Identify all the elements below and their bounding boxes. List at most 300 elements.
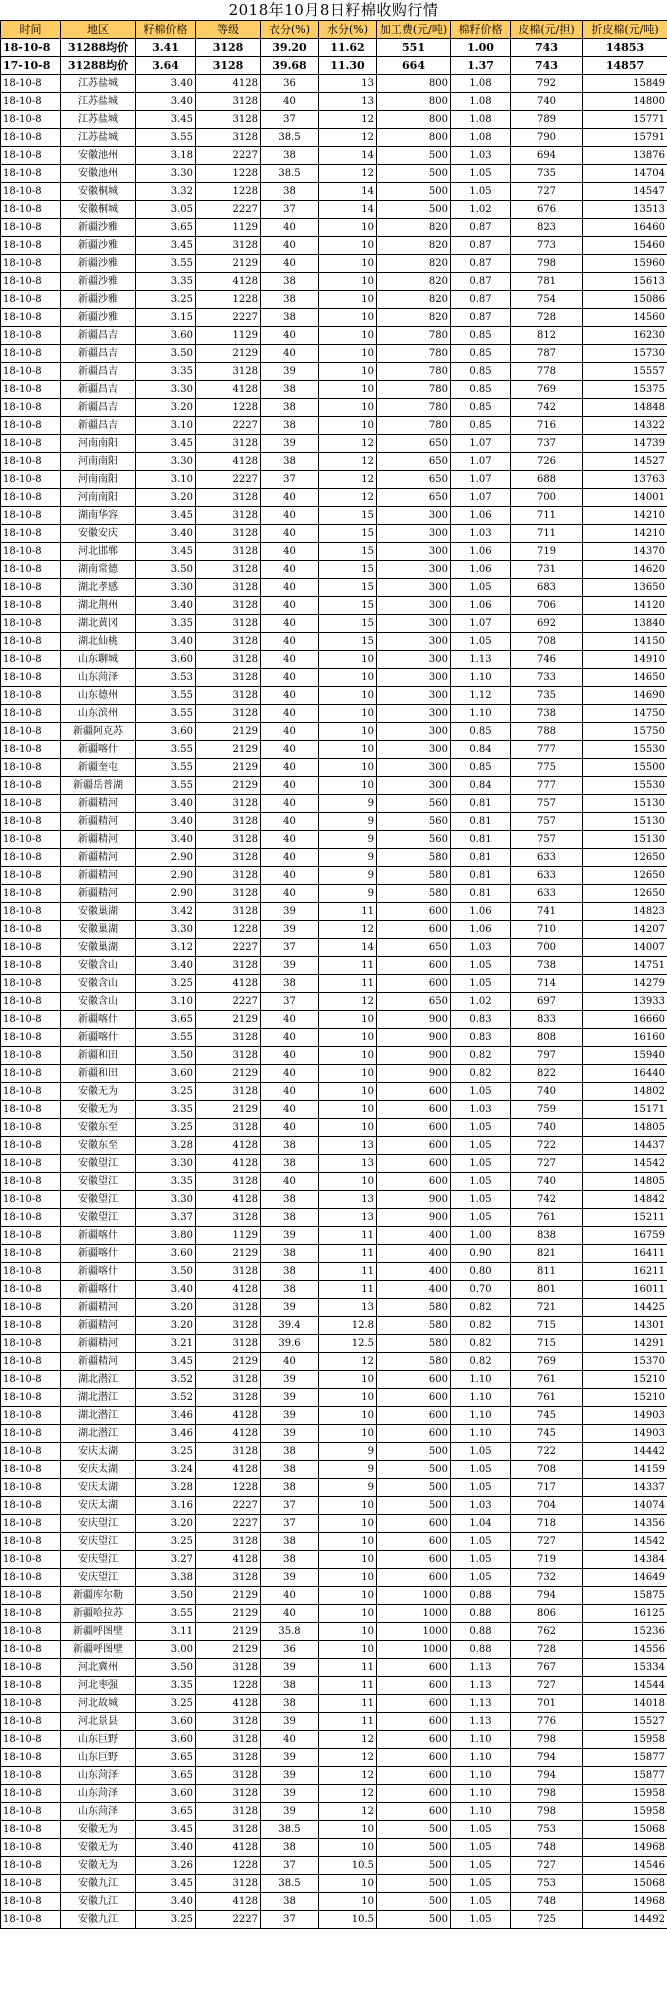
cottonseed-price-cell: 0.88 [451, 1641, 511, 1659]
lint-price-ton-cell: 15771 [583, 111, 667, 129]
seed-cotton-price-cell: 2.90 [136, 849, 196, 867]
region-cell: 新疆沙雅 [61, 291, 136, 309]
region-cell: 湖北潜江 [61, 1389, 136, 1407]
date-cell: 18-10-8 [1, 1299, 61, 1317]
seed-cotton-price-cell: 3.40 [136, 1839, 196, 1857]
moisture-cell: 11 [319, 1263, 377, 1281]
cottonseed-price-cell: 1.05 [451, 1137, 511, 1155]
region-cell: 安徽无为 [61, 1821, 136, 1839]
table-row [1, 1173, 667, 1191]
lint-price-dan-cell: 787 [511, 345, 583, 363]
region-cell: 安庆望江 [61, 1515, 136, 1533]
moisture-cell: 15 [319, 579, 377, 597]
table-row [1, 201, 667, 219]
region-cell: 安庆太湖 [61, 1479, 136, 1497]
region-cell: 山东德州 [61, 687, 136, 705]
grade-cell: 3128 [196, 849, 261, 867]
grade-cell: 3128 [196, 1173, 261, 1191]
seed-cotton-price-cell: 3.42 [136, 903, 196, 921]
lint-price-ton-cell: 15334 [583, 1659, 667, 1677]
lint-percentage-cell: 39 [261, 1749, 319, 1767]
lint-percentage-cell: 40 [261, 93, 319, 111]
moisture-cell: 10 [319, 291, 377, 309]
moisture-cell: 10 [319, 1101, 377, 1119]
table-row [1, 1713, 667, 1731]
lint-price-dan-cell: 781 [511, 273, 583, 291]
region-cell: 安徽九江 [61, 1911, 136, 1929]
cottonseed-price-cell: 1.05 [451, 579, 511, 597]
processing-fee-cell: 600 [377, 975, 451, 993]
moisture-cell: 13 [319, 93, 377, 111]
region-cell: 新疆阿克苏 [61, 723, 136, 741]
cottonseed-price-cell: 1.03 [451, 1101, 511, 1119]
lint-price-ton-cell: 14337 [583, 1479, 667, 1497]
cottonseed-price-cell: 1.06 [451, 903, 511, 921]
moisture-cell: 10 [319, 1425, 377, 1443]
seed-cotton-price-cell: 3.55 [136, 1605, 196, 1623]
date-cell: 18-10-8 [1, 363, 61, 381]
lint-percentage-cell: 38 [261, 381, 319, 399]
cottonseed-price-cell: 1.05 [451, 183, 511, 201]
cottonseed-price-cell: 1.08 [451, 93, 511, 111]
seed-cotton-price-cell: 3.65 [136, 1767, 196, 1785]
region-cell: 湖南华容 [61, 507, 136, 525]
moisture-cell: 9 [319, 867, 377, 885]
lint-price-dan-cell: 708 [511, 1461, 583, 1479]
region-cell: 湖北荆州 [61, 597, 136, 615]
processing-fee-cell: 300 [377, 507, 451, 525]
lint-price-dan-cell: 692 [511, 615, 583, 633]
moisture-cell: 13 [319, 1137, 377, 1155]
lint-percentage-cell: 40 [261, 741, 319, 759]
table-row [1, 381, 667, 399]
summary-row [1, 39, 667, 57]
processing-fee-cell: 300 [377, 723, 451, 741]
cottonseed-price-cell: 0.88 [451, 1587, 511, 1605]
grade-cell: 3128 [196, 561, 261, 579]
region-cell: 安徽巢湖 [61, 903, 136, 921]
lint-price-dan-cell: 711 [511, 525, 583, 543]
table-row [1, 435, 667, 453]
processing-fee-cell: 1000 [377, 1587, 451, 1605]
processing-fee-cell: 580 [377, 1317, 451, 1335]
table-row [1, 183, 667, 201]
table-row [1, 1803, 667, 1821]
table-row [1, 1911, 667, 1929]
moisture-cell: 13 [319, 75, 377, 93]
region-cell: 安庆太湖 [61, 1461, 136, 1479]
table-row [1, 561, 667, 579]
moisture-cell: 10 [319, 1551, 377, 1569]
grade-cell: 4128 [196, 1425, 261, 1443]
lint-price-dan-cell: 740 [511, 93, 583, 111]
processing-fee-cell: 500 [377, 1821, 451, 1839]
moisture-cell: 10 [319, 327, 377, 345]
cottonseed-price-cell: 0.85 [451, 417, 511, 435]
lint-price-ton-cell: 15171 [583, 1101, 667, 1119]
table-row [1, 1551, 667, 1569]
moisture-cell: 10.5 [319, 1911, 377, 1929]
moisture-cell: 10 [319, 1119, 377, 1137]
moisture-cell: 10 [319, 723, 377, 741]
seed-cotton-price-cell: 3.05 [136, 201, 196, 219]
grade-cell: 4128 [196, 381, 261, 399]
date-cell: 18-10-8 [1, 777, 61, 795]
cottonseed-price-cell: 1.05 [451, 1209, 511, 1227]
lint-price-ton-cell: 12650 [583, 867, 667, 885]
lint-percentage-cell: 38 [261, 1533, 319, 1551]
cottonseed-price-cell: 1.05 [451, 975, 511, 993]
table-row [1, 669, 667, 687]
cottonseed-price-cell: 0.82 [451, 1353, 511, 1371]
seed-cotton-price-cell: 3.52 [136, 1371, 196, 1389]
lint-price-dan-cell: 797 [511, 1047, 583, 1065]
cottonseed-price-cell: 1.02 [451, 993, 511, 1011]
processing-fee-cell: 560 [377, 795, 451, 813]
region-cell: 安徽东至 [61, 1137, 136, 1155]
processing-fee-cell: 820 [377, 255, 451, 273]
cottonseed-price-cell: 1.10 [451, 1389, 511, 1407]
lint-price-ton-cell: 13876 [583, 147, 667, 165]
lint-price-ton-cell: 15613 [583, 273, 667, 291]
moisture-cell: 12 [319, 1785, 377, 1803]
date-cell: 18-10-8 [1, 1857, 61, 1875]
seed-cotton-price-cell: 3.64 [136, 57, 196, 75]
lint-price-ton-cell: 14968 [583, 1839, 667, 1857]
column-header: 衣分(%) [261, 21, 319, 39]
cottonseed-price-cell: 1.05 [451, 1551, 511, 1569]
lint-price-ton-cell: 16411 [583, 1245, 667, 1263]
date-cell: 18-10-8 [1, 471, 61, 489]
seed-cotton-price-cell: 3.50 [136, 1263, 196, 1281]
table-row [1, 615, 667, 633]
seed-cotton-price-cell: 3.55 [136, 687, 196, 705]
grade-cell: 2227 [196, 993, 261, 1011]
cottonseed-price-cell: 0.87 [451, 219, 511, 237]
seed-cotton-price-cell: 3.25 [136, 1083, 196, 1101]
cottonseed-price-cell: 0.81 [451, 831, 511, 849]
cottonseed-price-cell: 1.37 [451, 57, 511, 75]
cottonseed-price-cell: 0.70 [451, 1281, 511, 1299]
region-cell: 河南南阳 [61, 471, 136, 489]
moisture-cell: 15 [319, 615, 377, 633]
date-cell: 18-10-8 [1, 1281, 61, 1299]
table-row [1, 849, 667, 867]
moisture-cell: 10 [319, 1641, 377, 1659]
cottonseed-price-cell: 1.13 [451, 1677, 511, 1695]
seed-cotton-price-cell: 3.55 [136, 759, 196, 777]
lint-percentage-cell: 38 [261, 453, 319, 471]
lint-price-dan-cell: 722 [511, 1443, 583, 1461]
column-header: 地区 [61, 21, 136, 39]
table-row [1, 1839, 667, 1857]
seed-cotton-price-cell: 3.55 [136, 255, 196, 273]
table-row [1, 813, 667, 831]
lint-percentage-cell: 40 [261, 1353, 319, 1371]
grade-cell: 2129 [196, 255, 261, 273]
processing-fee-cell: 600 [377, 1407, 451, 1425]
lint-percentage-cell: 38 [261, 309, 319, 327]
region-cell: 湖北潜江 [61, 1407, 136, 1425]
seed-cotton-price-cell: 3.60 [136, 1245, 196, 1263]
processing-fee-cell: 650 [377, 471, 451, 489]
processing-fee-cell: 400 [377, 1263, 451, 1281]
grade-cell: 1228 [196, 1857, 261, 1875]
seed-cotton-price-cell: 3.18 [136, 147, 196, 165]
cottonseed-price-cell: 1.07 [451, 435, 511, 453]
processing-fee-cell: 600 [377, 1803, 451, 1821]
seed-cotton-price-cell: 3.53 [136, 669, 196, 687]
lint-percentage-cell: 40 [261, 327, 319, 345]
grade-cell: 3128 [196, 1875, 261, 1893]
cottonseed-price-cell: 1.05 [451, 1443, 511, 1461]
cottonseed-price-cell: 0.82 [451, 1065, 511, 1083]
lint-percentage-cell: 40 [261, 525, 319, 543]
lint-price-dan-cell: 706 [511, 597, 583, 615]
lint-percentage-cell: 39 [261, 957, 319, 975]
processing-fee-cell: 820 [377, 273, 451, 291]
seed-cotton-price-cell: 3.30 [136, 381, 196, 399]
column-header: 折皮棉(元/吨) [583, 21, 667, 39]
grade-cell: 4128 [196, 1893, 261, 1911]
lint-percentage-cell: 40 [261, 813, 319, 831]
cottonseed-price-cell: 1.05 [451, 1569, 511, 1587]
seed-cotton-price-cell: 3.40 [136, 93, 196, 111]
moisture-cell: 11 [319, 903, 377, 921]
grade-cell: 2129 [196, 741, 261, 759]
seed-cotton-price-cell: 3.60 [136, 723, 196, 741]
moisture-cell: 9 [319, 885, 377, 903]
grade-cell: 4128 [196, 1281, 261, 1299]
cottonseed-price-cell: 1.03 [451, 939, 511, 957]
moisture-cell: 15 [319, 543, 377, 561]
seed-cotton-price-cell: 3.50 [136, 561, 196, 579]
region-cell: 江苏盐城 [61, 129, 136, 147]
cottonseed-price-cell: 1.05 [451, 1083, 511, 1101]
lint-price-ton-cell: 14210 [583, 507, 667, 525]
grade-cell: 3128 [196, 1209, 261, 1227]
grade-cell: 3128 [196, 1767, 261, 1785]
lint-percentage-cell: 39 [261, 921, 319, 939]
date-cell: 18-10-8 [1, 165, 61, 183]
lint-price-dan-cell: 746 [511, 651, 583, 669]
cottonseed-price-cell: 1.05 [451, 1533, 511, 1551]
table-row [1, 993, 667, 1011]
cottonseed-price-cell: 1.07 [451, 453, 511, 471]
table-row [1, 1245, 667, 1263]
processing-fee-cell: 600 [377, 1713, 451, 1731]
grade-cell: 3128 [196, 795, 261, 813]
region-cell: 安徽含山 [61, 957, 136, 975]
lint-price-ton-cell: 15958 [583, 1803, 667, 1821]
region-cell: 新疆精河 [61, 867, 136, 885]
region-cell: 安徽望江 [61, 1173, 136, 1191]
table-row [1, 399, 667, 417]
lint-percentage-cell: 40 [261, 561, 319, 579]
date-cell: 18-10-8 [1, 795, 61, 813]
moisture-cell: 9 [319, 1443, 377, 1461]
grade-cell: 1228 [196, 291, 261, 309]
table-row [1, 1353, 667, 1371]
seed-cotton-price-cell: 3.50 [136, 345, 196, 363]
cottonseed-price-cell: 1.03 [451, 1497, 511, 1515]
processing-fee-cell: 560 [377, 831, 451, 849]
grade-cell: 3128 [196, 1749, 261, 1767]
lint-price-dan-cell: 788 [511, 723, 583, 741]
lint-price-ton-cell: 14704 [583, 165, 667, 183]
date-cell: 18-10-8 [1, 1173, 61, 1191]
date-cell: 18-10-8 [1, 993, 61, 1011]
lint-price-dan-cell: 719 [511, 1551, 583, 1569]
processing-fee-cell: 600 [377, 1695, 451, 1713]
seed-cotton-price-cell: 3.25 [136, 1533, 196, 1551]
seed-cotton-price-cell: 3.41 [136, 39, 196, 57]
lint-price-ton-cell: 14848 [583, 399, 667, 417]
lint-price-ton-cell: 14910 [583, 651, 667, 669]
column-header: 水分(%) [319, 21, 377, 39]
lint-price-dan-cell: 718 [511, 1515, 583, 1533]
table-row [1, 1623, 667, 1641]
lint-price-ton-cell: 15849 [583, 75, 667, 93]
lint-price-ton-cell: 14546 [583, 1857, 667, 1875]
region-cell: 新疆沙雅 [61, 309, 136, 327]
summary-row [1, 57, 667, 75]
lint-price-dan-cell: 762 [511, 1623, 583, 1641]
grade-cell: 2129 [196, 1245, 261, 1263]
cottonseed-price-cell: 0.80 [451, 1263, 511, 1281]
lint-price-ton-cell: 15210 [583, 1371, 667, 1389]
table-row [1, 921, 667, 939]
grade-cell: 2227 [196, 1497, 261, 1515]
seed-cotton-price-cell: 3.20 [136, 489, 196, 507]
lint-percentage-cell: 40 [261, 615, 319, 633]
lint-price-ton-cell: 14800 [583, 93, 667, 111]
lint-price-ton-cell: 15527 [583, 1713, 667, 1731]
lint-price-ton-cell: 15210 [583, 1389, 667, 1407]
table-row [1, 1047, 667, 1065]
moisture-cell: 10 [319, 669, 377, 687]
moisture-cell: 12.8 [319, 1317, 377, 1335]
seed-cotton-price-cell: 3.00 [136, 1641, 196, 1659]
price-table [0, 20, 667, 1929]
lint-price-dan-cell: 757 [511, 795, 583, 813]
cottonseed-price-cell: 0.84 [451, 741, 511, 759]
region-cell: 安庆望江 [61, 1569, 136, 1587]
processing-fee-cell: 820 [377, 291, 451, 309]
moisture-cell: 10 [319, 705, 377, 723]
seed-cotton-price-cell: 3.40 [136, 813, 196, 831]
lint-price-ton-cell: 14649 [583, 1569, 667, 1587]
lint-percentage-cell: 40 [261, 543, 319, 561]
table-row [1, 471, 667, 489]
lint-price-dan-cell: 798 [511, 1803, 583, 1821]
lint-price-ton-cell: 14842 [583, 1191, 667, 1209]
region-cell: 安徽无为 [61, 1839, 136, 1857]
lint-percentage-cell: 38 [261, 1191, 319, 1209]
lint-price-dan-cell: 753 [511, 1821, 583, 1839]
lint-price-ton-cell: 15730 [583, 345, 667, 363]
moisture-cell: 12 [319, 489, 377, 507]
lint-price-dan-cell: 711 [511, 507, 583, 525]
seed-cotton-price-cell: 3.55 [136, 129, 196, 147]
grade-cell: 3128 [196, 1443, 261, 1461]
lint-price-dan-cell: 808 [511, 1029, 583, 1047]
seed-cotton-price-cell: 3.30 [136, 1155, 196, 1173]
lint-price-ton-cell: 14542 [583, 1533, 667, 1551]
table-row [1, 1209, 667, 1227]
cottonseed-price-cell: 1.05 [451, 633, 511, 651]
lint-percentage-cell: 40 [261, 219, 319, 237]
processing-fee-cell: 300 [377, 669, 451, 687]
region-cell: 山东巨野 [61, 1749, 136, 1767]
processing-fee-cell: 900 [377, 1065, 451, 1083]
moisture-cell: 10 [319, 1533, 377, 1551]
cottonseed-price-cell: 1.06 [451, 507, 511, 525]
region-cell: 新疆精河 [61, 1317, 136, 1335]
cottonseed-price-cell: 1.08 [451, 111, 511, 129]
table-row [1, 1587, 667, 1605]
processing-fee-cell: 300 [377, 525, 451, 543]
region-cell: 安徽含山 [61, 975, 136, 993]
region-cell: 山东菏泽 [61, 1803, 136, 1821]
lint-percentage-cell: 40 [261, 1587, 319, 1605]
moisture-cell: 15 [319, 633, 377, 651]
cottonseed-price-cell: 1.13 [451, 1713, 511, 1731]
lint-price-dan-cell: 700 [511, 939, 583, 957]
date-cell: 18-10-8 [1, 525, 61, 543]
grade-cell: 2227 [196, 201, 261, 219]
lint-percentage-cell: 40 [261, 687, 319, 705]
lint-price-ton-cell: 15940 [583, 1047, 667, 1065]
region-cell: 新疆喀什 [61, 1245, 136, 1263]
region-cell: 新疆昌吉 [61, 417, 136, 435]
grade-cell: 4128 [196, 1695, 261, 1713]
seed-cotton-price-cell: 3.10 [136, 471, 196, 489]
processing-fee-cell: 551 [377, 39, 451, 57]
lint-percentage-cell: 39 [261, 1713, 319, 1731]
grade-cell: 3128 [196, 633, 261, 651]
processing-fee-cell: 800 [377, 129, 451, 147]
lint-price-dan-cell: 740 [511, 1173, 583, 1191]
date-cell: 18-10-8 [1, 1029, 61, 1047]
cottonseed-price-cell: 1.08 [451, 129, 511, 147]
date-cell: 18-10-8 [1, 453, 61, 471]
lint-percentage-cell: 38 [261, 1209, 319, 1227]
region-cell: 安徽安庆 [61, 525, 136, 543]
date-cell: 18-10-8 [1, 1443, 61, 1461]
grade-cell: 3128 [196, 579, 261, 597]
seed-cotton-price-cell: 3.15 [136, 309, 196, 327]
seed-cotton-price-cell: 3.45 [136, 435, 196, 453]
moisture-cell: 15 [319, 525, 377, 543]
lint-price-ton-cell: 14207 [583, 921, 667, 939]
table-row [1, 1677, 667, 1695]
processing-fee-cell: 500 [377, 1479, 451, 1497]
moisture-cell: 12 [319, 435, 377, 453]
lint-price-dan-cell: 688 [511, 471, 583, 489]
grade-cell: 4128 [196, 1407, 261, 1425]
processing-fee-cell: 580 [377, 885, 451, 903]
lint-percentage-cell: 39 [261, 1371, 319, 1389]
processing-fee-cell: 900 [377, 1047, 451, 1065]
lint-price-ton-cell: 16440 [583, 1065, 667, 1083]
lint-price-dan-cell: 745 [511, 1407, 583, 1425]
moisture-cell: 10 [319, 741, 377, 759]
moisture-cell: 10 [319, 1011, 377, 1029]
lint-price-ton-cell: 15130 [583, 831, 667, 849]
date-cell: 18-10-8 [1, 1749, 61, 1767]
lint-price-dan-cell: 731 [511, 561, 583, 579]
